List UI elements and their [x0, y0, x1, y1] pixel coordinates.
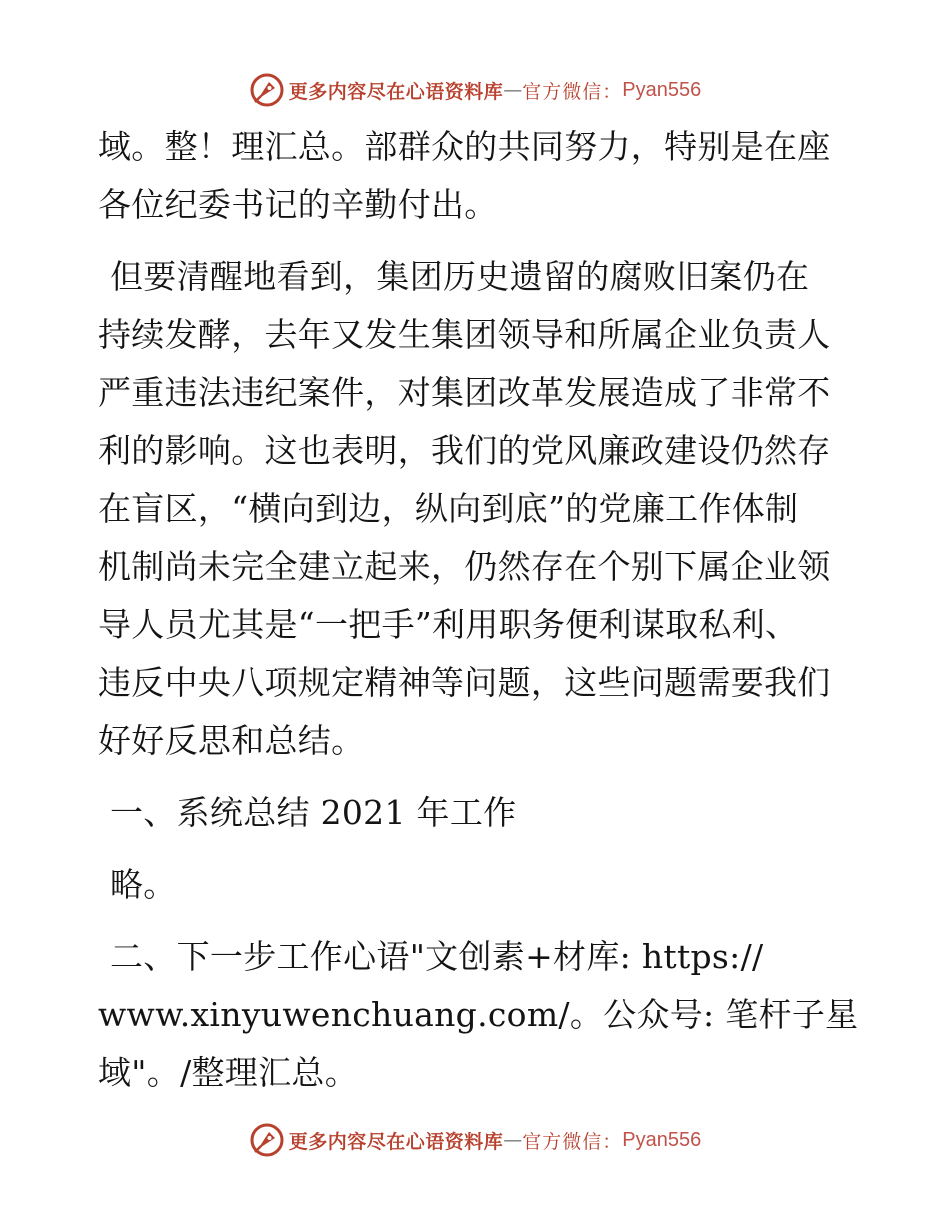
watermark-account-id: Pyan556: [622, 1128, 702, 1151]
text-line: 严重违法违纪案件，对集团改革发展造成了非常不: [98, 373, 831, 412]
section-heading-2: 二、下一步工作心语"文创素+材库: https://: [110, 937, 764, 976]
text-line: 持续发酵，去年又发生集团领导和所属企业负责人: [98, 315, 831, 354]
document-body: [98, 118, 858, 1102]
watermark-account-label: 官方微信：: [522, 1130, 623, 1153]
watermark-brand-text: 更多内容尽在心语资料库: [288, 1130, 504, 1153]
pen-nib-logo-icon: [249, 72, 285, 108]
paragraph-3: 略。: [110, 865, 177, 904]
header-watermark: [0, 70, 950, 110]
section-heading-1: 一、系统总结 2021 年工作: [110, 793, 517, 832]
text-line: 违反中央八项规定精神等问题，这些问题需要我们: [98, 663, 831, 702]
watermark-separator: —: [503, 79, 523, 101]
text-line: 好好反思和总结。: [98, 721, 365, 760]
watermark-separator: —: [503, 1129, 523, 1151]
text-line: 域。整！理汇总。部群众的共同努力，特别是在座: [98, 127, 831, 166]
text-line: 利的影响。这也表明，我们的党风廉政建设仍然存: [98, 431, 831, 470]
paragraph-1: [98, 118, 858, 234]
watermark-account-label: 官方微信：: [522, 80, 623, 103]
text-line: 在盲区，“横向到边，纵向到底”的党廉工作体制: [98, 489, 799, 528]
paragraph-4: [98, 986, 858, 1102]
text-line: 导人员尤其是“一把手”利用职务便利谋取私利、: [98, 605, 799, 644]
footer-watermark: [0, 1120, 950, 1160]
text-line: 但要清醒地看到，集团历史遗留的腐败旧案仍在: [110, 257, 810, 296]
watermark-brand-text: 更多内容尽在心语资料库: [288, 80, 504, 103]
text-line: 各位纪委书记的辛勤付出。: [98, 185, 498, 224]
text-line: www.xinyuwenchuang.com/。公众号: 笔杆子星: [98, 995, 859, 1034]
pen-nib-logo-icon: [249, 1122, 285, 1158]
paragraph-2: [98, 248, 858, 770]
text-line: 机制尚未完全建立起来，仍然存在个别下属企业领: [98, 547, 831, 586]
text-line: 域"。/整理汇总。: [98, 1053, 358, 1092]
watermark-account-id: Pyan556: [622, 78, 702, 101]
